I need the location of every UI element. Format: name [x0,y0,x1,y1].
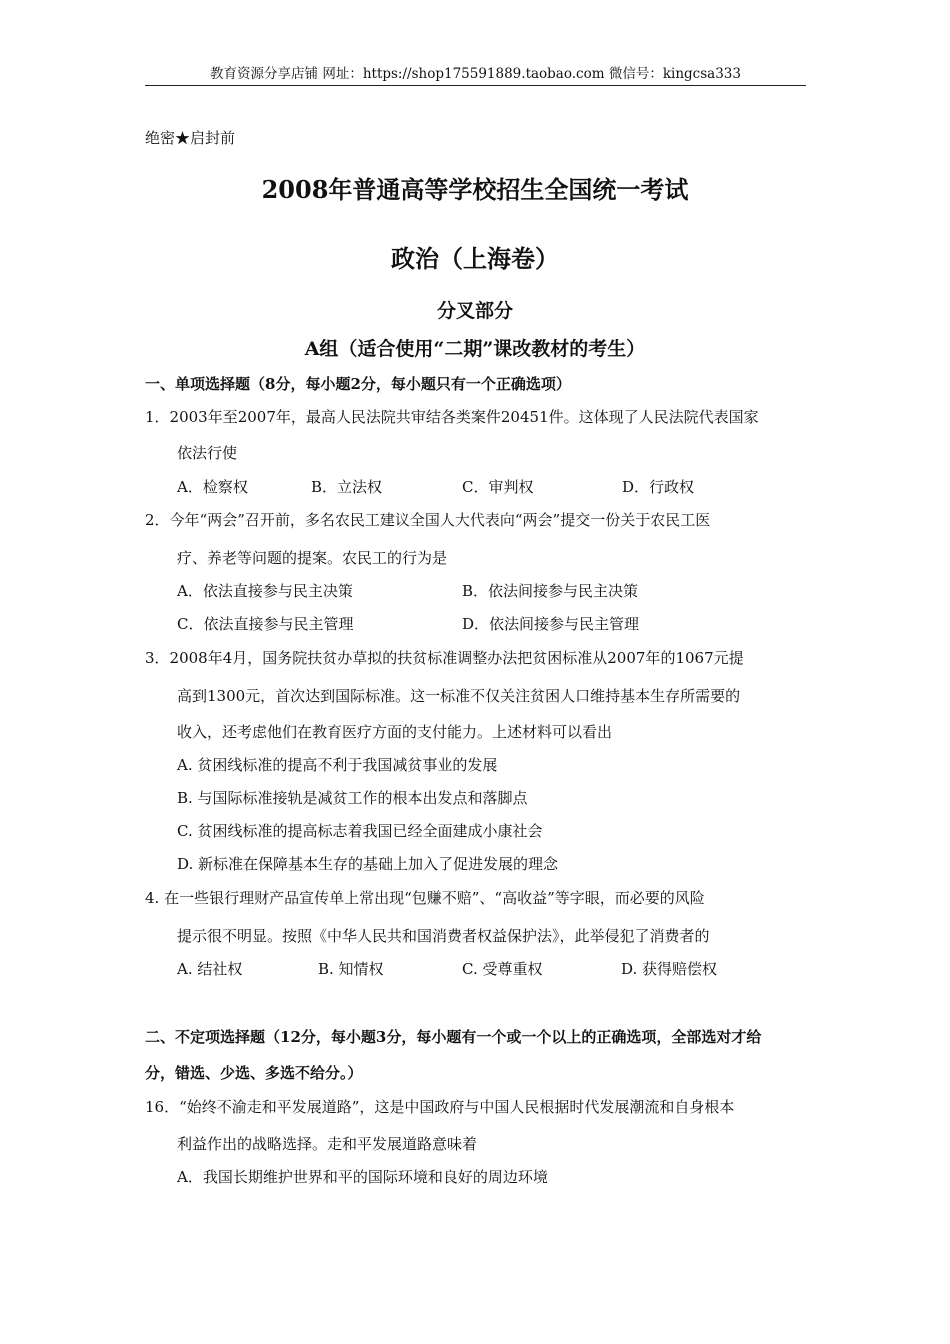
q1-option-b: B．立法权 [311,478,383,496]
q1-option-a: A．检察权 [177,478,248,496]
section2-heading-line2: 分，错选、少选、多选不给分。） [145,1064,363,1082]
q16-line2: 利益作出的战略选择。走和平发展道路意味着 [177,1135,478,1153]
page-header: 教育资源分享店铺 网址：https://shop175591889.taobao.com 微信号：kingcsa333 [210,66,741,82]
q2-line1: 2．今年“两会”召开前，多名农民工建议全国人大代表向“两会”提交一份关于农民工医 [145,511,711,529]
q2-option-a: A．依法直接参与民主决策 [177,582,353,600]
q1-line1: 1．2003年至2007年，最高人民法院共审结各类案件20451件。这体现了人民法院代表国家 [145,408,759,426]
q3-option-c: C. 贫困线标准的提高标志着我国已经全面建成小康社会 [177,822,543,840]
q3-option-a: A. 贫困线标准的提高不利于我国减贫事业的发展 [177,756,498,774]
q2-option-c: C．依法直接参与民主管理 [177,615,354,633]
secret-label: 绝密★启封前 [145,129,236,147]
q3-option-d: D. 新标准在保障基本生存的基础上加入了促进发展的理念 [177,855,559,873]
header-divider [145,85,806,86]
q3-line3: 收入，还考虑他们在教育医疗方面的支付能力。上述材料可以看出 [177,723,613,741]
q2-option-d: D．依法间接参与民主管理 [462,615,640,633]
q1-line2: 依法行使 [177,444,238,462]
section2-heading-line1: 二、不定项选择题（12分，每小题3分，每小题有一个或一个以上的正确选项，全部选对才给 [145,1028,762,1046]
q4-line1: 4. 在一些银行理财产品宣传单上常出现“包赚不赔”、“高收益”等字眼，而必要的风险 [145,889,705,907]
part-title: 分叉部分 [436,300,513,322]
q4-option-a: A. 结社权 [177,960,243,978]
q4-option-b: B. 知情权 [318,960,384,978]
q16-line1: 16．“始终不渝走和平发展道路”，这是中国政府与中国人民根据时代发展潮流和自身根本 [145,1098,735,1116]
group-title: A组（适合使用“二期”课改教材的考生） [304,338,646,360]
exam-subtitle: 政治（上海卷） [391,244,559,273]
q2-option-b: B．依法间接参与民主决策 [462,582,639,600]
q4-option-c: C. 受尊重权 [462,960,543,978]
q1-option-c: C．审判权 [462,478,534,496]
q3-option-b: B. 与国际标准接轨是减贫工作的根本出发点和落脚点 [177,789,528,807]
q4-option-d: D. 获得赔偿权 [621,960,718,978]
q4-line2: 提示很不明显。按照《中华人民共和国消费者权益保护法》，此举侵犯了消费者的 [177,927,710,945]
q2-line2: 疗、养老等问题的提案。农民工的行为是 [177,549,448,567]
q3-line1: 3．2008年4月，国务院扶贫办草拟的扶贫标准调整办法把贫困标准从2007年的1067元提 [145,649,744,667]
q1-option-d: D．行政权 [622,478,695,496]
exam-title: 2008年普通高等学校招生全国统一考试 [261,175,689,204]
section1-heading: 一、单项选择题（8分，每小题2分，每小题只有一个正确选项） [145,375,571,393]
q16-option-a: A．我国长期维护世界和平的国际环境和良好的周边环境 [177,1168,548,1186]
q3-line2: 高到1300元，首次达到国际标准。这一标准不仅关注贫困人口维持基本生存所需要的 [177,687,741,705]
